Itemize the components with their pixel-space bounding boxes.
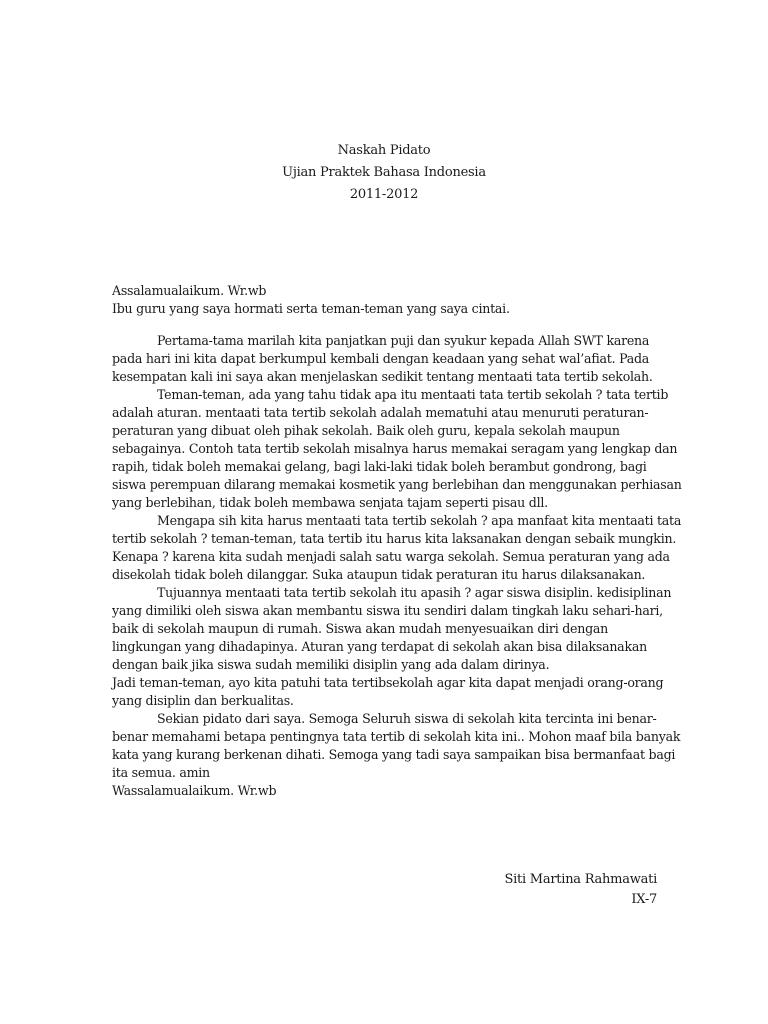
paragraph-invitation (112, 674, 664, 710)
paragraph-line: Pertama-tama marilah kita panjatkan puji dan syukur kepada Allah SWT karena (157, 333, 650, 348)
document-title (0, 140, 768, 206)
paragraph-line: yang dimiliki oleh siswa akan membantu siswa itu sendiri dalam tingkah laku sehari-hari, (112, 603, 663, 618)
paragraph-line: Tujuannya mentaati tata tertib sekolah itu apasih ? agar siswa disiplin. kedisiplinan (157, 585, 672, 600)
paragraph-line: dengan baik jika siswa sudah memiliki disiplin yang ada dalam dirinya. (112, 657, 550, 672)
signature-class: IX-7 (631, 892, 657, 907)
paragraph-line: benar memahami betapa pentingnya tata tertib di sekolah kita ini.. Mohon maaf bila banyak (112, 729, 681, 744)
paragraph-definition (112, 386, 682, 512)
paragraph-line: rapih, tidak boleh memakai gelang, bagi laki-laki tidak boleh berambut gondrong, bagi (112, 459, 647, 474)
greeting-address: Ibu guru yang saya hormati serta teman-teman yang saya cintai. (112, 301, 510, 316)
paragraph-line: ita semua. amin (112, 765, 210, 780)
title-line-3: 2011-2012 (349, 187, 419, 202)
paragraph-closing (112, 710, 681, 782)
paragraph-line: pada hari ini kita dapat berkumpul kembali dengan keadaan yang sehat wal’afiat. Pada (112, 351, 650, 366)
paragraph-line: Sekian pidato dari saya. Semoga Seluruh siswa di sekolah kita tercinta ini benar- (157, 711, 657, 726)
paragraph-line: Mengapa sih kita harus mentaati tata tertib sekolah ? apa manfaat kita mentaati tata (157, 513, 682, 528)
paragraph-line: Jadi teman-teman, ayo kita patuhi tata tertibsekolah agar kita dapat menjadi orang-orang (112, 675, 664, 690)
paragraph-reason (112, 512, 682, 584)
title-line-1: Naskah Pidato (337, 143, 431, 158)
paragraph-line: Kenapa ? karena kita sudah menjadi salah satu warga sekolah. Semua peraturan yang ada (112, 549, 670, 564)
paragraph-line: yang berlebihan, tidak boleh membawa senjata tajam seperti pisau dll. (112, 495, 548, 510)
paragraph-line: Teman-teman, ada yang tahu tidak apa itu mentaati tata tertib sekolah ? tata tertib (157, 387, 669, 402)
paragraph-line: baik di sekolah maupun di rumah. Siswa akan mudah menyesuaikan diri dengan (112, 621, 609, 636)
paragraph-line: kesempatan kali ini saya akan menjelaskan sedikit tentang mentaati tata tertib sekolah. (112, 369, 653, 384)
signature-name: Siti Martina Rahmawati (504, 872, 657, 887)
title-line-2: Ujian Praktek Bahasa Indonesia (282, 165, 486, 180)
paragraph-opening (112, 332, 657, 386)
paragraph-line: adalah aturan. mentaati tata tertib sekolah adalah mematuhi atau menuruti peraturan- (112, 405, 649, 420)
paragraph-line: peraturan yang dibuat oleh pihak sekolah. Baik oleh guru, kepala sekolah maupun (112, 423, 620, 438)
paragraph-line: kata yang kurang berkenan dihati. Semoga yang tadi saya sampaikan bisa bermanfaat bagi (112, 747, 676, 762)
signature-block (504, 870, 657, 910)
paragraph-line: siswa perempuan dilarang memakai kosmetik yang berlebihan dan menggunakan perhiasan (112, 477, 682, 492)
closing-salam: Wassalamualaikum. Wr.wb (112, 783, 277, 798)
paragraph-purpose (112, 584, 672, 674)
paragraph-line: yang disiplin dan berkualitas. (112, 693, 294, 708)
paragraph-line: tertib sekolah ? teman-teman, tata tertib itu harus kita laksanakan dengan sebaik mungkin. (112, 531, 677, 546)
paragraph-line: lingkungan yang dihadapinya. Aturan yang terdapat di sekolah akan bisa dilaksanakan (112, 639, 647, 654)
spacer (112, 318, 657, 332)
paragraph-line: disekolah tidak boleh dilanggar. Suka ataupun tidak peraturan itu harus dilaksanakan. (112, 567, 646, 582)
speech-body (112, 282, 682, 800)
greeting-salam: Assalamualaikum. Wr.wb (112, 283, 267, 298)
paragraph-line: sebagainya. Contoh tata tertib sekolah misalnya harus memakai seragam yang lengkap dan (112, 441, 678, 456)
